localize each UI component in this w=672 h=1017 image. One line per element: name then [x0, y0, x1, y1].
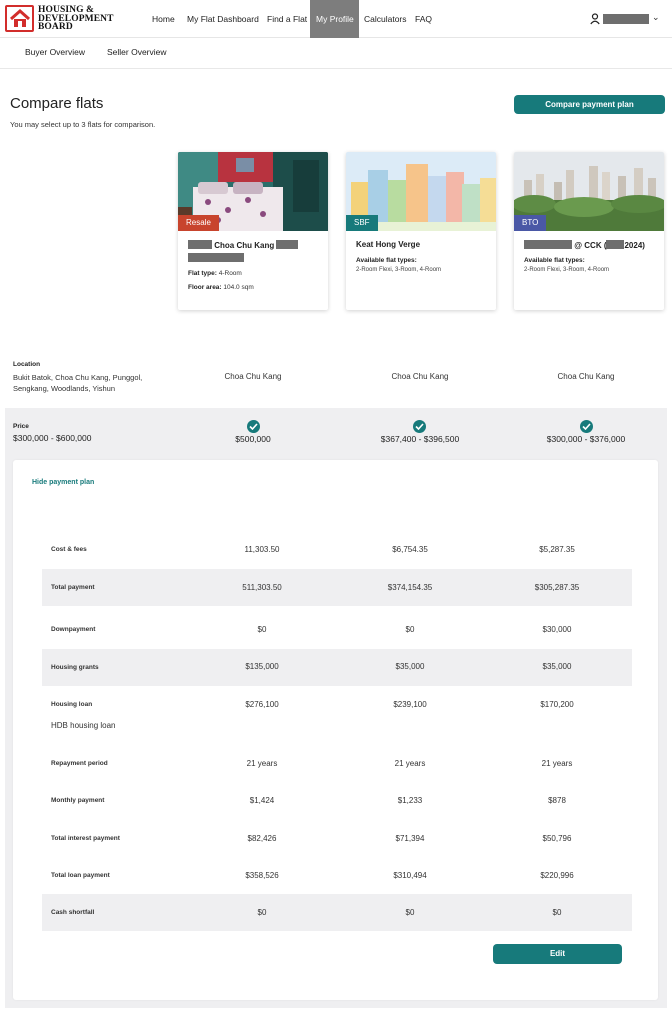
available-types-value: 2-Room Flexi, 3-Room, 4-Room [524, 267, 610, 273]
check-circle-icon [413, 420, 426, 433]
row-value: $1,424 [249, 796, 275, 805]
hide-payment-plan-link[interactable]: Hide payment plan [32, 479, 95, 486]
flat-type-label: Flat type: [188, 270, 217, 277]
row-value: $35,000 [395, 662, 425, 671]
flat-tag: BTO [514, 215, 546, 231]
row-label: Total interest payment [51, 835, 120, 842]
floor-area-label: Floor area: [188, 284, 222, 291]
price-range: $300,000 - $600,000 [13, 433, 92, 443]
logo-line: DEVELOPMENT [38, 13, 114, 24]
row-value: 21 years [394, 759, 426, 768]
table-row [42, 745, 632, 782]
available-types-label: Available flat types: [524, 257, 585, 264]
check-circle-icon [580, 420, 593, 433]
row-label: Housing loan [51, 701, 93, 708]
row-value: 21 years [541, 759, 573, 768]
table-row [42, 686, 632, 723]
available-types-label: Available flat types: [356, 257, 417, 264]
user-menu[interactable] [590, 12, 660, 26]
price-col-1: $500,000 [235, 434, 271, 444]
row-value: $374,154.35 [387, 583, 433, 592]
redacted-text [276, 240, 298, 249]
flat-name: Keat Hong Verge [356, 240, 421, 249]
table-row [42, 820, 632, 857]
row-value: $1,233 [397, 796, 423, 805]
flat-card-bto[interactable] [514, 152, 664, 310]
tab-buyer-overview[interactable]: Buyer Overview [25, 47, 85, 57]
tab-seller-overview[interactable]: Seller Overview [107, 47, 167, 57]
house-logo-icon [5, 5, 34, 32]
row-value: $35,000 [542, 662, 572, 671]
sub-navigation [0, 38, 672, 69]
row-value: 21 years [246, 759, 278, 768]
page-subtitle: You may select up to 3 flats for comparison. [10, 120, 156, 129]
row-value: $310,494 [393, 871, 427, 880]
row-label: Downpayment [51, 626, 96, 633]
floor-area-line [188, 284, 254, 291]
row-value: $30,000 [542, 625, 572, 634]
chevron-down-icon: ⌄ [652, 12, 660, 22]
row-label: Repayment period [51, 760, 108, 767]
table-row [42, 531, 632, 568]
redacted-username [603, 14, 649, 24]
row-value: $239,100 [393, 700, 427, 709]
row-label: Housing grants [51, 664, 99, 671]
nav-faq[interactable]: FAQ [415, 14, 433, 24]
row-value: $878 [548, 796, 566, 805]
row-value: $82,426 [247, 834, 277, 843]
location-col-1: Choa Chu Kang [224, 372, 282, 381]
logo-line: BOARD [38, 22, 73, 32]
row-value: $135,000 [245, 662, 279, 671]
redacted-text [524, 240, 572, 249]
flat-name-text: Choa Chu Kang [214, 241, 275, 250]
price-col-3: $300,000 - $376,000 [546, 434, 626, 444]
row-label: Total payment [51, 584, 95, 591]
row-value: $358,526 [245, 871, 279, 880]
nav-my-profile[interactable]: My Profile [310, 0, 359, 38]
flat-type-value: 4-Room [218, 270, 242, 277]
hdb-logo[interactable] [5, 5, 125, 32]
flat-type-line [188, 270, 242, 277]
row-value: $0 [257, 625, 267, 634]
compare-payment-plan-button[interactable]: Compare payment plan [514, 95, 665, 114]
row-value: $305,287.35 [534, 583, 580, 592]
flat-name [188, 240, 298, 250]
row-value: $50,796 [542, 834, 572, 843]
row-label: Total loan payment [51, 872, 110, 879]
row-value: $6,754.35 [392, 545, 428, 554]
row-value: $5,287.35 [539, 545, 575, 554]
available-types-value: 2-Room Flexi, 3-Room, 4-Room [356, 267, 442, 273]
redacted-text [188, 240, 212, 249]
row-label: Cost & fees [51, 546, 87, 553]
table-row [42, 894, 632, 931]
flat-card-resale[interactable] [178, 152, 328, 310]
table-row [42, 569, 632, 606]
row-value: $0 [257, 908, 267, 917]
row-value: $71,394 [395, 834, 425, 843]
top-navigation [0, 0, 672, 38]
row-value: $0 [405, 625, 415, 634]
flat-tag: SBF [346, 215, 378, 231]
floor-area-value: 104.0 sqm [223, 284, 254, 291]
table-row [42, 611, 632, 648]
row-label: Cash shortfall [51, 909, 95, 916]
loan-type-label: HDB housing loan [51, 721, 116, 730]
nav-home[interactable]: Home [152, 14, 175, 24]
check-circle-icon [247, 420, 260, 433]
redacted-address-line [188, 253, 244, 263]
table-row [42, 782, 632, 819]
row-value: 11,303.50 [244, 545, 280, 554]
price-col-2: $367,400 - $396,500 [380, 434, 460, 444]
nav-my-flat-dashboard[interactable]: My Flat Dashboard [187, 14, 259, 24]
edit-button[interactable]: Edit [493, 944, 622, 964]
flat-name-text: @ CCK ( [574, 241, 607, 250]
location-label: Location [13, 361, 41, 368]
logo-wordmark [38, 6, 114, 32]
redacted-text [606, 240, 624, 249]
nav-find-a-flat[interactable]: Find a Flat [267, 14, 308, 24]
location-value: Bukit Batok, Choa Chu Kang, Punggol, Sengkang, Woodlands, Yishun [13, 373, 143, 393]
flat-name [524, 240, 645, 250]
user-icon [590, 12, 600, 30]
flat-tag: Resale [178, 215, 219, 231]
row-value: $0 [405, 908, 415, 917]
nav-calculators[interactable]: Calculators [364, 14, 407, 24]
page-title: Compare flats [10, 95, 104, 112]
row-value: $220,996 [540, 871, 574, 880]
table-row [42, 857, 632, 894]
row-value: $0 [552, 908, 562, 917]
table-row [42, 649, 632, 686]
row-value: $276,100 [245, 700, 279, 709]
flat-card-sbf[interactable] [346, 152, 496, 310]
location-col-2: Choa Chu Kang [391, 372, 449, 381]
price-label: Price [13, 423, 29, 430]
location-col-3: Choa Chu Kang [557, 372, 615, 381]
row-label: Monthly payment [51, 797, 105, 804]
redacted-text [188, 253, 244, 262]
row-value: $170,200 [540, 700, 574, 709]
logo-line: HOUSING & [38, 5, 95, 15]
flat-name-year: 2024) [624, 241, 645, 250]
row-value: 511,303.50 [242, 583, 282, 592]
